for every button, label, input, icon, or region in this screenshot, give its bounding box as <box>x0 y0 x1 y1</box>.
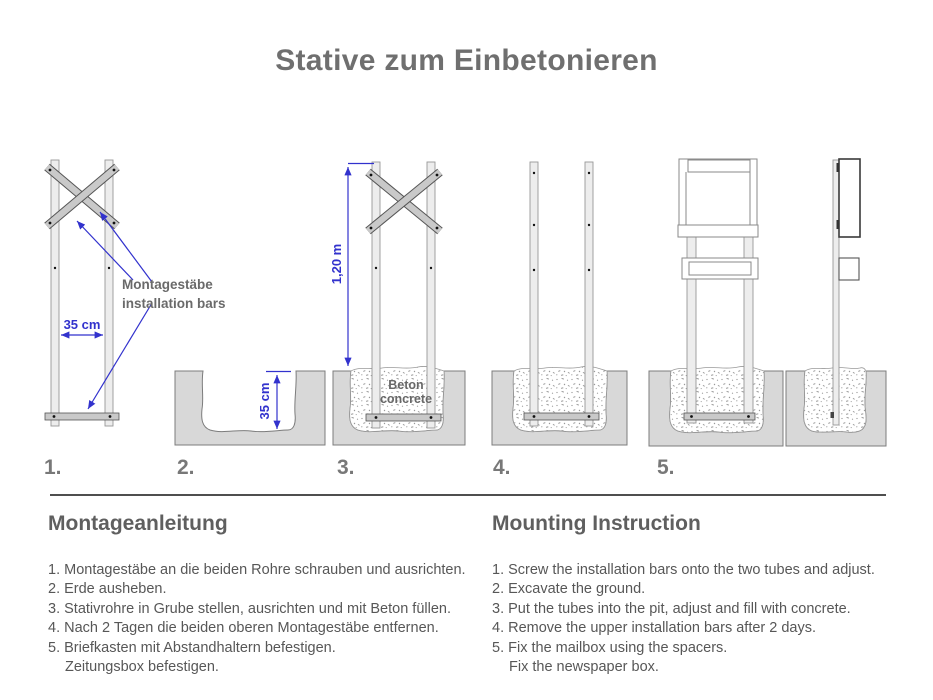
instruction-item: 3. Put the tubes into the pit, adjust and fill with concrete. <box>492 600 851 617</box>
mailbox-front <box>678 159 758 237</box>
tube-right <box>105 160 113 426</box>
ground-block <box>175 371 325 445</box>
pole-side <box>833 160 839 425</box>
page-title: Stative zum Einbetonieren <box>275 44 658 77</box>
heading-en: Mounting Instruction <box>492 512 701 535</box>
lower-installation-bar <box>366 414 441 421</box>
step4-bars-removed <box>492 162 627 479</box>
tube-left <box>530 162 538 426</box>
newspaper-box-side <box>839 258 859 280</box>
instruction-item: Zeitungsbox befestigen. <box>65 659 219 676</box>
step-number-4: 4. <box>493 456 511 479</box>
instruction-item: Fix the newspaper box. <box>509 659 659 676</box>
lower-installation-bar <box>45 413 119 420</box>
instructions-german <box>48 512 488 677</box>
spacer-bar <box>684 413 755 420</box>
pit-depth-dimension <box>257 372 291 430</box>
step-number-1: 1. <box>44 456 62 479</box>
step5-mailbox-mounted <box>649 159 886 479</box>
instructions-english <box>492 512 932 677</box>
tube-spacing-dimension <box>61 317 103 335</box>
separator-line <box>50 494 886 496</box>
bars-label-en: installation bars <box>122 296 226 311</box>
concrete-label-de: Beton <box>388 378 424 392</box>
tube-right <box>585 162 593 426</box>
tube-left <box>372 162 380 428</box>
step3-stand-in-concrete <box>329 162 465 479</box>
step-number-2: 2. <box>177 456 195 479</box>
instruction-item: 3. Stativrohre in Grube stellen, ausrichten und mit Beton füllen. <box>48 600 451 617</box>
bars-label-de: Montagestäbe <box>122 277 213 292</box>
concrete-label-en: concrete <box>379 392 433 406</box>
stand-height-dimension <box>329 164 374 367</box>
pit-depth-label: 35 cm <box>257 382 272 420</box>
lower-installation-bar <box>524 413 599 420</box>
tube-spacing-label: 35 cm <box>63 317 101 332</box>
instruction-list-en <box>492 561 932 677</box>
instruction-item: 4. Nach 2 Tagen die beiden oberen Montagestäbe entfernen. <box>48 620 439 637</box>
instruction-item: 1. Montagestäbe an die beiden Rohre schrauben und ausrichten. <box>48 562 466 578</box>
tube-left <box>51 160 59 426</box>
ground-anchor-clamp <box>831 412 835 418</box>
instruction-item: 4. Remove the upper installation bars after 2 days. <box>492 620 817 637</box>
tube-right <box>427 162 435 428</box>
newspaper-box-front <box>682 258 758 279</box>
instruction-item: 1. Screw the installation bars onto the two tubes and adjust. <box>492 562 875 578</box>
instruction-list-de <box>48 561 488 677</box>
step2-excavated-pit <box>175 371 325 479</box>
instruction-item: 5. Fix the mailbox using the spacers. <box>492 639 728 656</box>
stand-height-label: 1,20 m <box>329 243 344 285</box>
instruction-item: 5. Briefkasten mit Abstandhaltern befestigen. <box>48 639 336 656</box>
bars-callout <box>77 212 226 409</box>
instruction-item: 2. Erde ausheben. <box>48 581 167 598</box>
heading-de: Montageanleitung <box>48 512 228 535</box>
step-number-3: 3. <box>337 456 355 479</box>
step-number-5: 5. <box>657 456 675 479</box>
instruction-item: 2. Excavate the ground. <box>492 581 646 598</box>
mailbox-side <box>837 159 861 237</box>
